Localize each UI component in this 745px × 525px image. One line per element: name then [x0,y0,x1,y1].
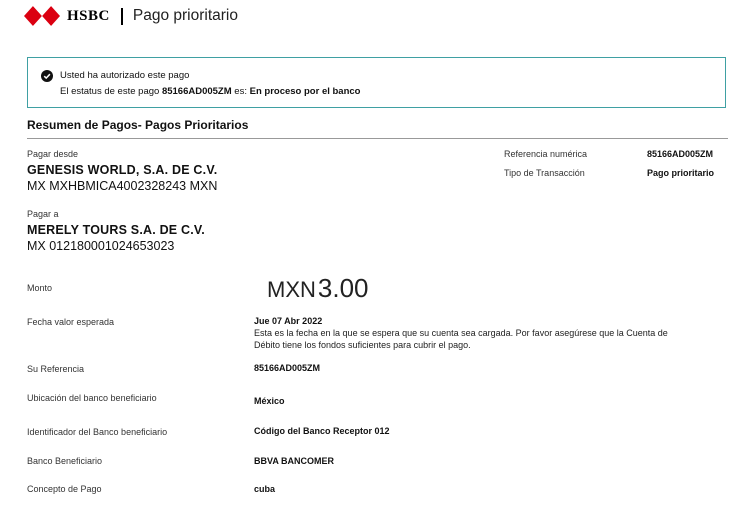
authorization-notice [27,57,726,108]
beneficiary-bank-id-value: Código del Banco Receptor 012 [254,426,390,436]
your-reference-value: 85166AD005ZM [254,363,321,373]
to-label: Pagar a [27,209,59,219]
amount-currency: MXN [267,277,316,302]
notice-reference: 85166AD005ZM [161,86,232,97]
notice-status-mid: es: [234,86,247,97]
amount-value: 3.00 [317,273,369,303]
summary-divider [27,138,728,139]
transaction-type-label: Tipo de Transacción [504,168,585,178]
payment-concept-label: Concepto de Pago [27,484,102,494]
expected-date-note-line1: Esta es la fecha en la que se espera que su cuenta sea cargada. Por favor asegúrese que la Cuenta de [254,328,668,338]
expected-date-label: Fecha valor esperada [27,317,115,327]
beneficiary-bank-location-label: Ubicación del banco beneficiario [27,393,157,403]
page-title: Pago prioritario [132,7,238,24]
expected-date-note [254,327,724,351]
payment-concept-value: cuba [254,484,276,494]
beneficiary-bank-location-value: México [254,396,285,406]
numeric-reference-value: 85166AD005ZM [647,149,714,159]
notice-status-line [60,86,360,97]
to-account: MX 012180001024653023 [27,239,175,253]
your-reference-label: Su Referencia [27,364,85,374]
expected-date-value: Jue 07 Abr 2022 [254,316,323,326]
summary-title: Resumen de Pagos- Pagos Prioritarios [27,118,249,132]
header-divider [121,8,123,25]
check-circle-icon [41,70,53,82]
from-label: Pagar desde [27,149,79,159]
amount-display [267,273,369,304]
notice-title: Usted ha autorizado este pago [60,70,190,81]
hsbc-hexagon-logo-icon [24,6,60,26]
notice-status: En proceso por el banco [249,86,361,97]
to-name: MERELY TOURS S.A. DE C.V. [27,223,205,237]
beneficiary-bank-value: BBVA BANCOMER [254,456,334,466]
expected-date-note-line2: Débito tiene los fondos suficientes para cubrir el pago. [254,340,471,350]
notice-status-prefix: El estatus de este pago [60,86,160,97]
amount-label: Monto [27,283,53,293]
from-account: MX MXHBMICA4002328243 MXN [27,179,218,193]
beneficiary-bank-label: Banco Beneficiario [27,456,103,466]
brand-name: HSBC [67,7,110,24]
from-name: GENESIS WORLD, S.A. DE C.V. [27,163,218,177]
transaction-type-value: Pago prioritario [647,168,715,178]
beneficiary-bank-id-label: Identificador del Banco beneficiario [27,427,168,437]
numeric-reference-label: Referencia numérica [504,149,588,159]
app-header [24,5,238,27]
